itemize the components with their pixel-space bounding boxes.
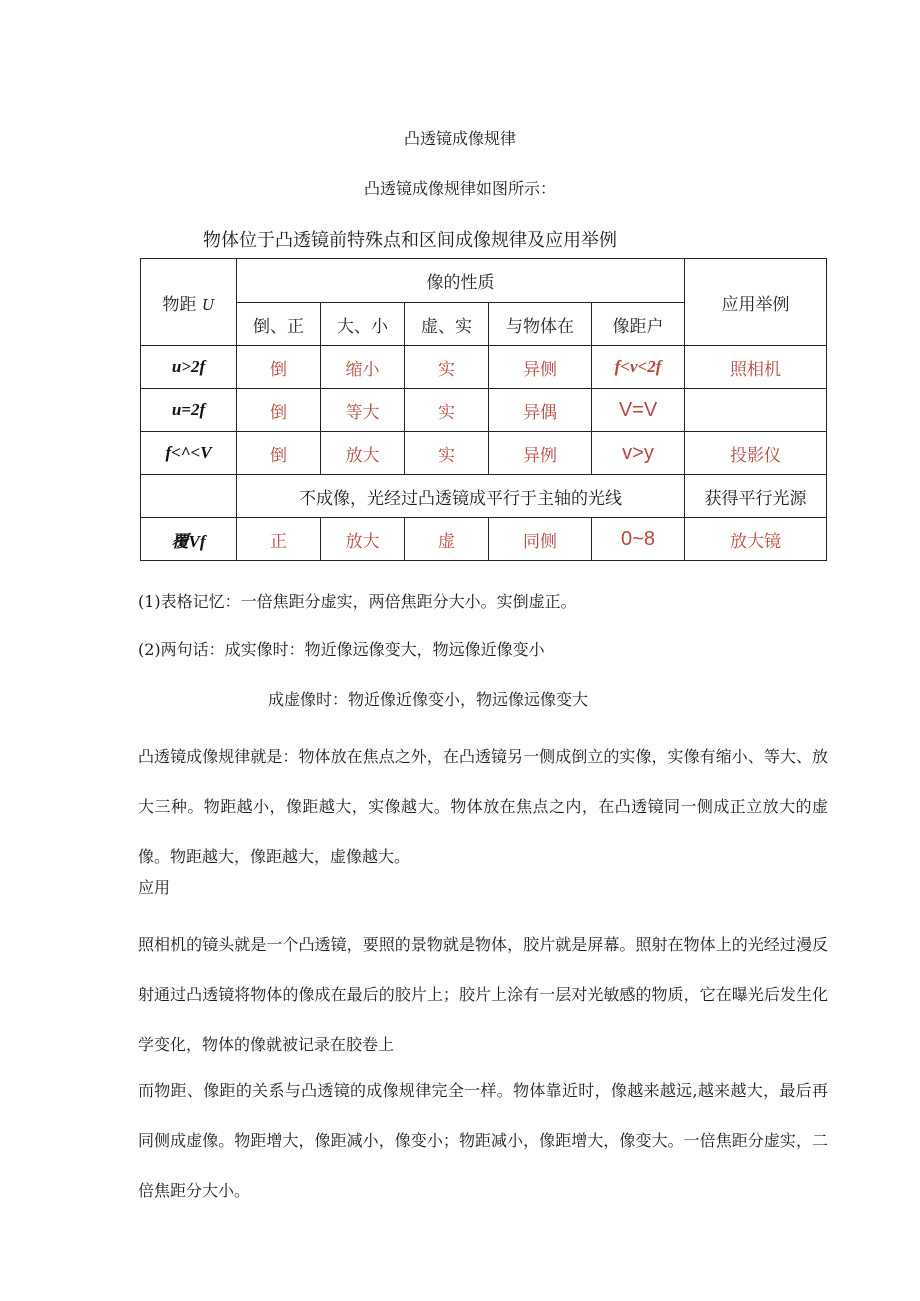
paragraph-camera: 照相机的镜头就是一个凸透镜，要照的景物就是物体，胶片就是屏幕。照射在物体上的光经过漫反射通过凸透镜将物体的像成在最后的胶片上；胶片上涂有一层对光敏感的物质，它在曝光后发生化学变化，物体的像就被记录在胶卷上 — [138, 935, 828, 1054]
cell-application: 照相机 — [685, 346, 827, 389]
cell-condition-text: 覆Vf — [171, 531, 206, 551]
table-row — [141, 432, 827, 475]
cell-condition — [141, 475, 237, 518]
cell-size: 等大 — [321, 389, 405, 432]
subheader-orientation: 倒、正 — [237, 303, 321, 346]
header-object-distance-symbol: U — [201, 295, 215, 314]
table-row — [141, 475, 827, 518]
cell-application: 获得平行光源 — [685, 475, 827, 518]
note-2: (2)两句话：成实像时：物近像远像变大，物远像近像变小 — [138, 640, 545, 659]
cell-distance: V=V — [592, 389, 685, 432]
cell-application — [685, 389, 827, 432]
cell-size: 放大 — [321, 518, 405, 561]
cell-orientation: 倒 — [237, 346, 321, 389]
header-image-nature: 像的性质 — [237, 259, 685, 303]
cell-side: 同侧 — [489, 518, 592, 561]
cell-type: 虚 — [405, 518, 489, 561]
cell-condition: u=2f — [141, 389, 237, 432]
cell-side: 异偶 — [489, 389, 592, 432]
subheader-type: 虚、实 — [405, 303, 489, 346]
table-caption: 物体位于凸透镜前特殊点和区间成像规律及应用举例 — [203, 230, 617, 251]
paragraph-rule: 凸透镜成像规律就是：物体放在焦点之外，在凸透镜另一侧成倒立的实像，实像有缩小、等大、放大三种。物距越小，像距越大，实像越大。物体放在焦点之内，在凸透镜同一侧成正立放大的虚像。物距越大，像距越大，虚像越大。 — [138, 747, 828, 866]
cell-no-image: 不成像，光经过凸透镜成平行于主轴的光线 — [237, 475, 685, 518]
header-application: 应用举例 — [685, 259, 827, 346]
cell-size: 缩小 — [321, 346, 405, 389]
header-object-distance — [141, 259, 237, 346]
cell-type: 实 — [405, 346, 489, 389]
cell-condition: u>2f — [141, 346, 237, 389]
note-3: 成虚像时：物近像近像变小，物远像远像变大 — [268, 690, 589, 709]
note-1: (1)表格记忆：一倍焦距分虚实，两倍焦距分大小。实倒虚正。 — [138, 592, 577, 611]
subheader-size: 大、小 — [321, 303, 405, 346]
cell-orientation: 正 — [237, 518, 321, 561]
subheader-side: 与物体在 — [489, 303, 592, 346]
table-row — [141, 389, 827, 432]
cell-distance: f<v<2f — [592, 346, 685, 389]
page-title: 凸透镜成像规律 — [403, 129, 516, 148]
page-subtitle: 凸透镜成像规律如图所示： — [363, 179, 556, 198]
table-row — [141, 518, 827, 561]
cell-type: 实 — [405, 432, 489, 475]
table-row — [141, 346, 827, 389]
cell-condition — [141, 518, 237, 561]
cell-distance: v>y — [592, 432, 685, 475]
cell-side: 异例 — [489, 432, 592, 475]
cell-type: 实 — [405, 389, 489, 432]
cell-side: 异侧 — [489, 346, 592, 389]
cell-size: 放大 — [321, 432, 405, 475]
cell-orientation: 倒 — [237, 432, 321, 475]
cell-orientation: 倒 — [237, 389, 321, 432]
cell-application: 放大镜 — [685, 518, 827, 561]
subheader-distance: 像距户 — [592, 303, 685, 346]
header-object-distance-label: 物距 — [162, 294, 197, 315]
cell-distance: 0~8 — [592, 518, 685, 561]
cell-application: 投影仪 — [685, 432, 827, 475]
cell-condition: f<^<V — [141, 432, 237, 475]
paragraph-relation: 而物距、像距的关系与凸透镜的成像规律完全一样。物体靠近时，像越来越远,越来越大，最后再同侧成虚像。物距增大，像距减小，像变小；物距减小，像距增大，像变大。一倍焦距分虚实，二倍焦距分大小。 — [138, 1081, 828, 1200]
imaging-rules-table — [140, 258, 827, 561]
heading-application: 应用 — [138, 878, 171, 897]
